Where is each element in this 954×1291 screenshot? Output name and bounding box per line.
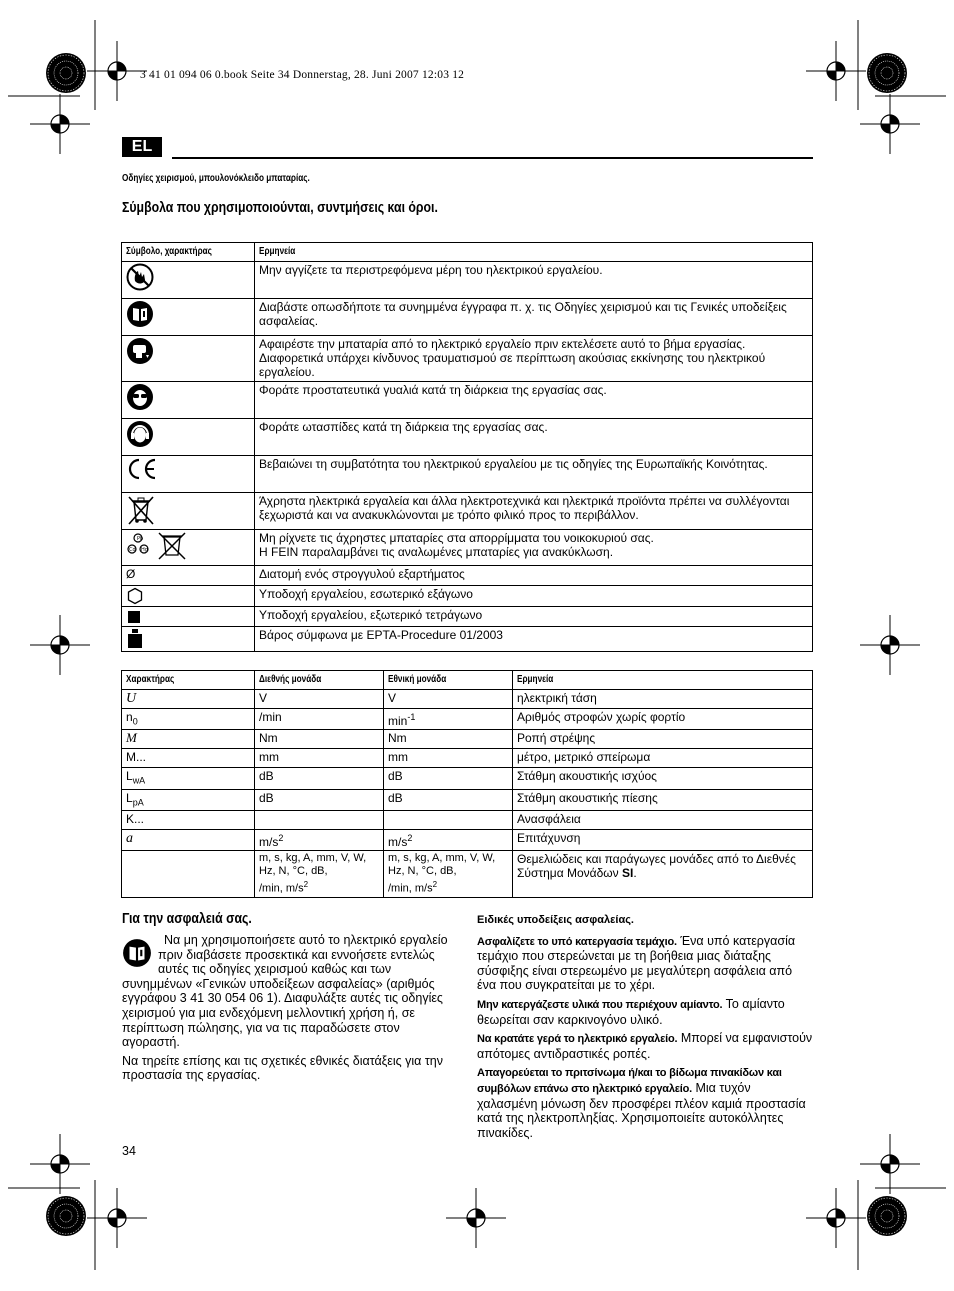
units-header-character: Χαρακτήρας <box>122 671 255 690</box>
symbol-cell <box>122 382 255 419</box>
symbol-cell <box>122 299 255 336</box>
table-row <box>122 768 813 789</box>
page-number: 34 <box>122 1144 136 1158</box>
symbol-cell <box>122 493 255 530</box>
unit-national: dB <box>384 768 513 789</box>
symbol-meaning: Υποδοχή εργαλείου, εσωτερικό εξάγωνο <box>255 586 813 607</box>
unit-character: U <box>122 690 255 709</box>
safety-column <box>122 933 450 1087</box>
symbols-header-meaning: Ερμηνεία <box>255 243 813 262</box>
language-badge: EL <box>122 137 162 157</box>
table-row <box>122 690 813 709</box>
unit-meaning: ηλεκτρική τάση <box>513 690 813 709</box>
unit-international <box>255 811 384 830</box>
table-row <box>122 586 813 607</box>
symbol-meaning: Φοράτε ωτασπίδες κατά τη διάρκεια της εργασίας σας. <box>255 419 813 456</box>
svg-text:Pb: Pb <box>137 536 144 542</box>
symbols-header-symbol: Σύμβολο, χαρακτήρας <box>122 243 255 262</box>
unit-national <box>384 811 513 830</box>
safety-paragraph: Να μη χρησιμοποιήσετε αυτό το ηλεκτρικό εργαλείο πριν διαβάσετε προσεκτικά και εννοήσετε εντελώς αυτές τις οδηγίες χειρισμού καθώς και των συνημμένων «Γενικών υποδείξεων ασφαλείας» (αριθμός εγγράφου 3 41 30 054 06 1). Διαφυλάξτε αυτές τις οδηγίες χειρισμού για μια ενδεχόμενη μελλοντική χρήση ή, σε περίπτωση πώλησης, για να τις παραδώσετε στον αγοραστή. <box>122 933 448 1050</box>
table-row <box>122 851 813 898</box>
safety-paragraph: Να τηρείτε επίσης και τις σχετικές εθνικές διατάξεις για την προστασία της εργασίας. <box>122 1053 443 1083</box>
table-row <box>122 299 813 336</box>
weight-icon <box>126 628 144 650</box>
safety-title: Για την ασφαλειά σας. <box>122 910 252 927</box>
symbol-meaning: Μην αγγίζετε τα περιστρεφόμενα μέρη του ηλεκτρικού εργαλείου. <box>255 262 813 299</box>
units-header-international: Διεθνής μονάδα <box>255 671 384 690</box>
symbol-meaning: Βεβαιώνει τη συμβατότητα του ηλεκτρικού εργαλείου με τις οδηγίες της Ευρωπαϊκής Κοινότητας. <box>255 456 813 493</box>
unit-national: mm <box>384 749 513 768</box>
symbol-meaning: Διατομή ενός στρογγυλού εξαρτήματος <box>255 566 813 586</box>
table-row <box>122 566 813 586</box>
table-row <box>122 419 813 456</box>
unit-meaning: Στάθμη ακουστικής ισχύος <box>513 768 813 789</box>
special-item: Να κρατάτε γερά το ηλεκτρικό εργαλείο. Μπορεί να εμφανιστούν απότομες αντιδραστικές ροπές. <box>477 1031 813 1061</box>
unit-character: $L_{wA}$ <box>122 768 255 789</box>
unit-character: K... <box>122 811 255 830</box>
table-row <box>122 730 813 749</box>
svg-text:Cd: Cd <box>129 547 136 553</box>
unit-international: V <box>255 690 384 709</box>
symbol-cell <box>122 262 255 299</box>
unit-international: mm <box>255 749 384 768</box>
symbol-meaning: Φοράτε προστατευτικά γυαλιά κατά τη διάρκεια της εργασίας σας. <box>255 382 813 419</box>
symbol-meaning: Βάρος σύμφωνα με EPTA-Procedure 01/2003 <box>255 627 813 652</box>
symbols-table <box>121 242 813 652</box>
symbol-cell <box>122 336 255 382</box>
read-manual-icon <box>122 938 152 968</box>
unit-national: dB <box>384 789 513 810</box>
special-safety-column <box>477 913 813 1144</box>
breadcrumb: Οδηγίες χειρισμού, μπουλονόκλειδο μπαταρίας. <box>122 173 310 184</box>
symbol-meaning: Μη ρίχνετε τις άχρηστες μπαταρίες στα απορρίμματα του νοικοκυριού σας. Η FEIN παραλαμβάνει τις αναλωμένες μπαταρίες για ανακύκλωση. <box>255 530 813 566</box>
unit-national: m, s, kg, A, mm, V, W, Hz, N, °C, dB, /min, $m/s^2$ <box>384 851 513 898</box>
table-row <box>122 493 813 530</box>
unit-character: $L_{pA}$ <box>122 789 255 810</box>
symbol-cell <box>122 607 255 627</box>
unit-meaning: Ανασφάλεια <box>513 811 813 830</box>
unit-international: Nm <box>255 730 384 749</box>
header-rule <box>172 157 813 159</box>
remove-battery-icon <box>126 337 154 365</box>
unit-meaning: Αριθμός στροφών χωρίς φορτίο <box>513 709 813 730</box>
read-manual-icon <box>126 300 154 328</box>
battery-recycle-icon <box>126 531 190 561</box>
unit-meaning: μέτρο, μετρικό σπείρωμα <box>513 749 813 768</box>
no-touch-rotating-icon <box>126 263 154 291</box>
table-row <box>122 811 813 830</box>
special-safety-title: Ειδικές υποδείξεις ασφαλείας. <box>477 914 634 926</box>
special-item: Μην κατεργάζεστε υλικά που περιέχουν αμίαντο. Το αμίαντο θεωρείται σαν καρκινογόνο υλικό. <box>477 996 785 1027</box>
unit-meaning: Επιτάχυνση <box>513 830 813 851</box>
symbol-cell <box>122 419 255 456</box>
unit-international: dB <box>255 768 384 789</box>
table-row <box>122 607 813 627</box>
square-icon <box>126 608 142 624</box>
safety-goggles-icon <box>126 383 154 411</box>
symbol-meaning: Υποδοχή εργαλείου, εξωτερικό τετράγωνο <box>255 607 813 627</box>
unit-meaning: Θεμελιώδεις και παράγωγες μονάδες από το Διεθνές Σύστημα Μονάδων SI. <box>513 851 813 898</box>
unit-meaning: Ροπή στρέψης <box>513 730 813 749</box>
svg-text:Hg: Hg <box>141 547 148 553</box>
ce-mark-icon <box>126 457 158 481</box>
table-row <box>122 382 813 419</box>
unit-national: Nm <box>384 730 513 749</box>
unit-national: V <box>384 690 513 709</box>
unit-national: $m/s^2$ <box>384 830 513 851</box>
diameter-icon: Ø <box>122 566 255 586</box>
symbol-meaning: Άχρηστα ηλεκτρικά εργαλεία και άλλα ηλεκτροτεχνικά και ηλεκτρικά προϊόντα πρέπει να συλλέγονται ξεχωριστά και να ανακυκλώνονται με τρόπο φιλικό προς το περιβάλλον. <box>255 493 813 530</box>
unit-international: dB <box>255 789 384 810</box>
table-row <box>122 830 813 851</box>
table-row <box>122 627 813 652</box>
unit-national: $\min^{-1}$ <box>384 709 513 730</box>
crossed-bin-icon <box>126 494 156 526</box>
symbol-meaning: Διαβάστε οπωσδήποτε τα συνημμένα έγγραφα π. χ. τις Οδηγίες χειρισμού και τις Γενικές υποδείξεις ασφαλείας. <box>255 299 813 336</box>
table-row <box>122 789 813 810</box>
symbol-cell <box>122 456 255 493</box>
units-header-meaning: Ερμηνεία <box>513 671 813 690</box>
unit-international: m, s, kg, A, mm, V, W, Hz, N, °C, dB, /min, $m/s^2$ <box>255 851 384 898</box>
table-row <box>122 749 813 768</box>
symbol-cell <box>122 530 255 566</box>
unit-meaning: Στάθμη ακουστικής πίεσης <box>513 789 813 810</box>
unit-international: /min <box>255 709 384 730</box>
units-header-national: Εθνική μονάδα <box>384 671 513 690</box>
special-item: Απαγορεύεται το πριτσίνωμα ή/και το βίδωμα πινακίδων και συμβόλων επάνω στο ηλεκτρικό εργαλείο. Μια τυχόν χαλασμένη μόνωση δεν προσφέρει πλέον καμιά προστασία κατά της ηλεκτροπληξίας. Χρησιμοποιείτε αυτοκόλλητες πινακίδες. <box>477 1067 806 1140</box>
file-info-line: 3 41 01 094 06 0.book Seite 34 Donnerstag, 28. Juni 2007 12:03 12 <box>140 69 465 81</box>
special-item: Ασφαλίζετε το υπό κατεργασία τεμάχιο. Ένα υπό κατεργασία τεμάχιο που στερεώνεται με τη βοήθεια μιας διάταξης σύσφιξης είναι στερεωμένο με μεγαλύτερη ασφάλεια από ένα που συγκρατείται με το χέρι. <box>477 933 796 993</box>
section-title: Σύμβολα που χρησιμοποιούνται, συντμήσεις και όροι. <box>122 199 438 216</box>
unit-character: a <box>122 830 255 851</box>
table-row <box>122 709 813 730</box>
unit-character: M... <box>122 749 255 768</box>
ear-protection-icon <box>126 420 154 448</box>
table-row <box>122 530 813 566</box>
unit-international: $m/s^2$ <box>255 830 384 851</box>
symbol-meaning: Αφαιρέστε την μπαταρία από το ηλεκτρικό εργαλείο πριν εκτελέσετε αυτό το βήμα εργασίας. Διαφορετικά υπάρχει κίνδυνος τραυματισμού σε περίπτωση ακούσιας εκκίνησης του ηλεκτρικού εργαλείου. <box>255 336 813 382</box>
units-table <box>121 670 813 898</box>
unit-character: $n_0$ <box>122 709 255 730</box>
unit-character <box>122 851 255 898</box>
symbol-cell <box>122 586 255 607</box>
table-row <box>122 456 813 493</box>
hexagon-icon <box>126 587 144 605</box>
unit-character: M <box>122 730 255 749</box>
table-row <box>122 336 813 382</box>
table-row <box>122 262 813 299</box>
symbol-cell <box>122 627 255 652</box>
